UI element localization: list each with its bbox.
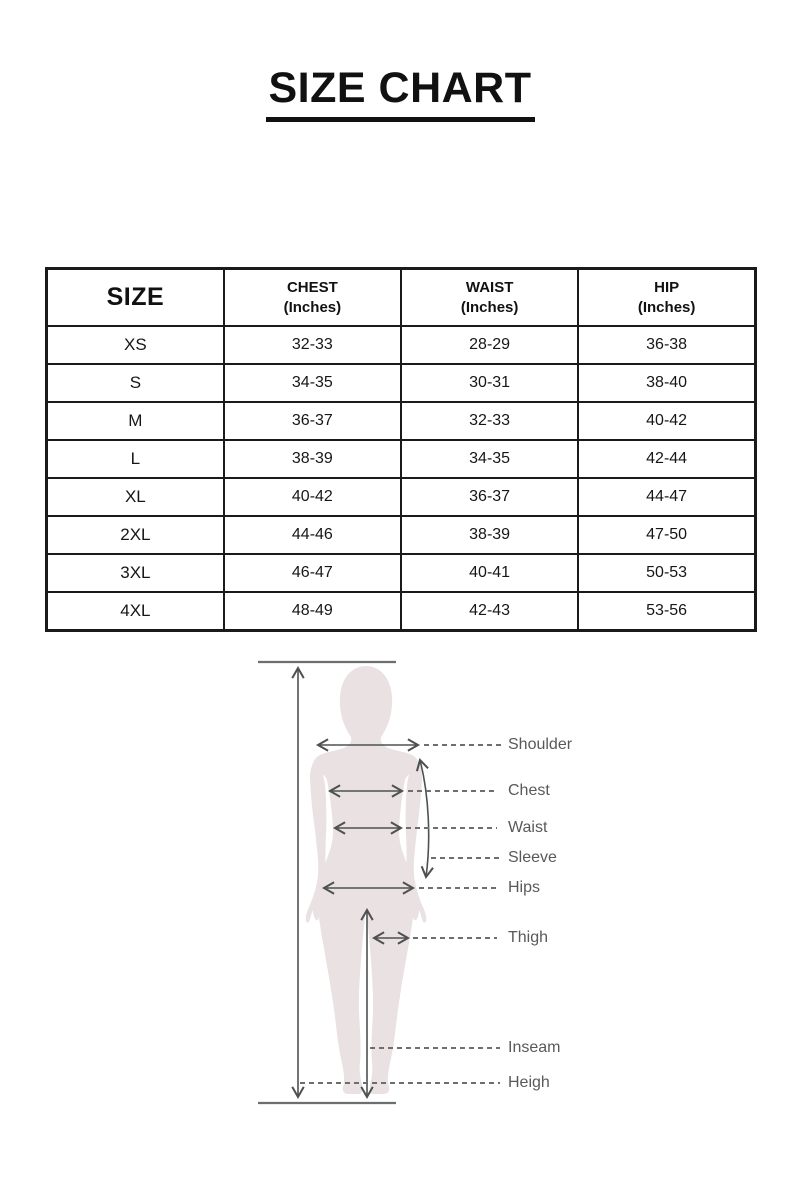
cell-hip: 42-44 (578, 440, 755, 478)
cell-hip: 47-50 (578, 516, 755, 554)
cell-chest: 34-35 (224, 364, 401, 402)
cell-waist: 36-37 (401, 478, 578, 516)
cell-chest: 32-33 (224, 326, 401, 364)
cell-chest: 36-37 (224, 402, 401, 440)
cell-size: XL (47, 478, 224, 516)
header-waist-label: WAIST (465, 279, 514, 296)
label-waist: Waist (508, 819, 548, 836)
header-size-label: SIZE (106, 283, 165, 311)
page-title-text: SIZE CHART (266, 64, 535, 122)
cell-size: 3XL (47, 554, 224, 592)
cell-size: M (47, 402, 224, 440)
label-thigh: Thigh (508, 929, 549, 946)
label-height: Heigh (508, 1074, 550, 1091)
header-waist-unit: (Inches) (460, 298, 519, 316)
cell-waist: 38-39 (401, 516, 578, 554)
cell-hip: 36-38 (578, 326, 755, 364)
label-inseam: Inseam (508, 1039, 561, 1056)
cell-hip: 44-47 (578, 478, 755, 516)
cell-hip: 53-56 (578, 592, 755, 631)
cell-hip: 40-42 (578, 402, 755, 440)
cell-chest: 48-49 (224, 592, 401, 631)
cell-chest: 38-39 (224, 440, 401, 478)
body-silhouette-figure (306, 666, 427, 1094)
cell-size: 4XL (47, 592, 224, 631)
cell-size: XS (47, 326, 224, 364)
label-shoulder: Shoulder (508, 736, 573, 753)
label-sleeve: Sleeve (508, 849, 557, 866)
cell-waist: 30-31 (401, 364, 578, 402)
header-hip-unit: (Inches) (637, 298, 696, 316)
cell-hip: 38-40 (578, 364, 755, 402)
header-chest-unit: (Inches) (283, 298, 342, 316)
cell-size: L (47, 440, 224, 478)
header-chest-label: CHEST (286, 279, 338, 296)
cell-chest: 44-46 (224, 516, 401, 554)
cell-size: S (47, 364, 224, 402)
label-hips: Hips (508, 879, 541, 896)
label-chest: Chest (508, 782, 550, 799)
header-hip-label: HIP (654, 279, 680, 296)
cell-chest: 40-42 (224, 478, 401, 516)
cell-waist: 32-33 (401, 402, 578, 440)
cell-waist: 42-43 (401, 592, 578, 631)
cell-hip: 50-53 (578, 554, 755, 592)
cell-waist: 40-41 (401, 554, 578, 592)
cell-size: 2XL (47, 516, 224, 554)
cell-waist: 34-35 (401, 440, 578, 478)
cell-chest: 46-47 (224, 554, 401, 592)
cell-waist: 28-29 (401, 326, 578, 364)
